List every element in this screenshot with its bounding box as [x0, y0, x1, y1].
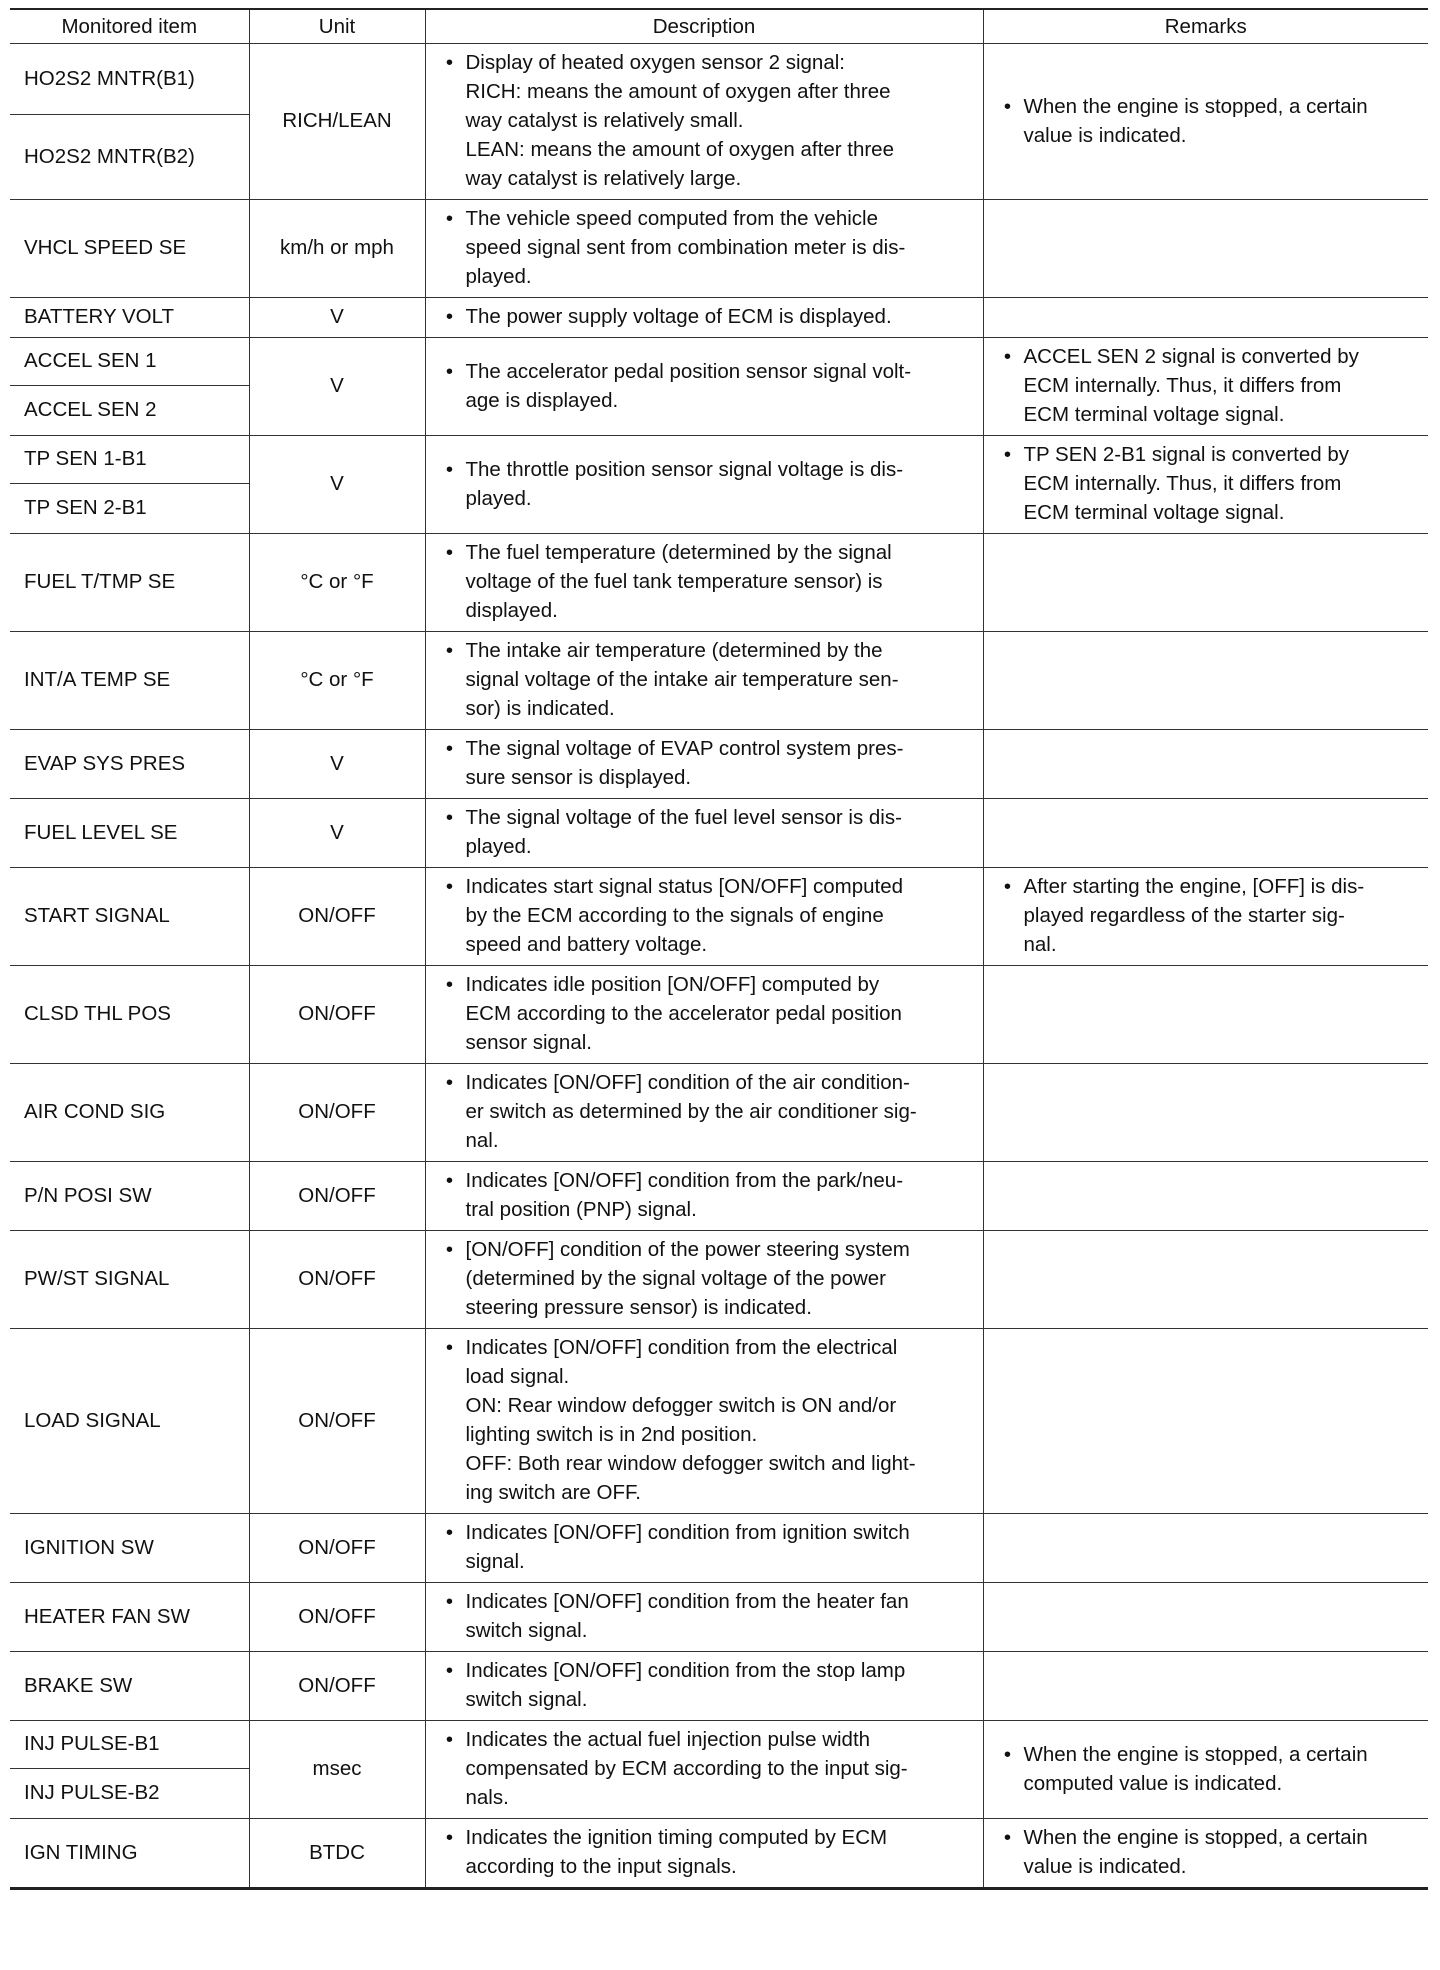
text-line: LEAN: means the amount of oxygen after three: [465, 138, 894, 161]
monitored-item: FUEL LEVEL SE: [10, 799, 249, 868]
text-line: according to the input signals.: [465, 1855, 737, 1878]
monitored-item: PW/ST SIGNAL: [10, 1231, 249, 1329]
bullet-icon: •: [445, 1659, 454, 1682]
bullet-icon: •: [445, 1521, 454, 1544]
cell-text: [466, 872, 975, 959]
cell-text: [466, 970, 975, 1057]
unit-cell: RICH/LEAN: [249, 44, 425, 200]
text-line: switch signal.: [465, 1619, 588, 1642]
bullet-icon: •: [1003, 345, 1012, 368]
remarks-cell: [983, 200, 1428, 298]
cell-text: [466, 302, 975, 331]
text-line: Indicates the actual fuel injection pulse width: [465, 1728, 871, 1751]
table-row: [10, 1231, 1428, 1329]
cell-text: [466, 734, 975, 792]
text-line: way catalyst is relatively small.: [465, 109, 744, 132]
text-line: by the ECM according to the signals of engine: [465, 904, 884, 927]
text-line: steering pressure sensor) is indicated.: [465, 1296, 812, 1319]
monitored-item: HO2S2 MNTR(B2): [10, 115, 249, 200]
bullet-icon: •: [1003, 1742, 1012, 1766]
text-line: Indicates [ON/OFF] condition from the stop lamp: [465, 1659, 906, 1682]
description-cell: [425, 868, 983, 966]
text-line: [ON/OFF] condition of the power steering system: [465, 1238, 910, 1261]
cell-text: [466, 455, 975, 513]
text-line: age is displayed.: [465, 388, 619, 412]
bullet-icon: •: [445, 305, 454, 328]
bullet-icon: •: [445, 207, 454, 230]
text-line: When the engine is stopped, a certain: [1023, 94, 1368, 118]
text-line: sor) is indicated.: [465, 697, 615, 720]
unit-cell: ON/OFF: [249, 1583, 425, 1652]
unit-cell: °C or °F: [249, 534, 425, 632]
text-line: signal.: [465, 1550, 525, 1573]
monitored-item: INJ PULSE-B1: [10, 1721, 249, 1769]
bullet-icon: •: [445, 457, 454, 481]
description-cell: [425, 1583, 983, 1652]
monitored-item: FUEL T/TMP SE: [10, 534, 249, 632]
unit-cell: msec: [249, 1721, 425, 1819]
table-row: [10, 1721, 1428, 1769]
unit-cell: V: [249, 799, 425, 868]
text-line: signal voltage of the intake air temperature sen-: [465, 668, 899, 691]
bullet-icon: •: [1003, 443, 1012, 466]
monitored-item: BATTERY VOLT: [10, 298, 249, 338]
table-row: [10, 966, 1428, 1064]
remarks-cell: [983, 338, 1428, 436]
remarks-cell: [983, 1721, 1428, 1819]
bullet-icon: •: [1003, 1826, 1012, 1849]
remarks-cell: [983, 1583, 1428, 1652]
remarks-cell: [983, 1514, 1428, 1583]
text-line: Indicates the ignition timing computed by ECM: [465, 1826, 888, 1849]
text-line: The accelerator pedal position sensor signal volt-: [465, 359, 912, 383]
cell-text: [466, 636, 975, 723]
description-cell: [425, 966, 983, 1064]
bullet-icon: •: [445, 875, 454, 898]
unit-cell: ON/OFF: [249, 1162, 425, 1231]
text-line: voltage of the fuel tank temperature sensor) is: [465, 570, 883, 593]
monitored-item: EVAP SYS PRES: [10, 730, 249, 799]
table-row: [10, 1819, 1428, 1889]
unit-cell: km/h or mph: [249, 200, 425, 298]
text-line: er switch as determined by the air conditioner sig-: [465, 1100, 917, 1123]
table-row: [10, 799, 1428, 868]
cell-text: [466, 1725, 975, 1812]
remarks-cell: [983, 534, 1428, 632]
monitored-item: VHCL SPEED SE: [10, 200, 249, 298]
remarks-cell: [983, 1819, 1428, 1889]
remarks-cell: [983, 298, 1428, 338]
cell-text: [466, 1333, 975, 1507]
unit-cell: ON/OFF: [249, 1329, 425, 1514]
text-line: Indicates [ON/OFF] condition of the air condition-: [465, 1071, 910, 1094]
remarks-cell: [983, 1231, 1428, 1329]
text-line: The intake air temperature (determined by the: [465, 639, 883, 662]
text-line: value is indicated.: [1023, 123, 1187, 147]
description-cell: [425, 1721, 983, 1819]
text-line: (determined by the signal voltage of the power: [465, 1267, 887, 1290]
table-row: [10, 436, 1428, 484]
cell-text: [1024, 872, 1421, 959]
monitored-item: INJ PULSE-B2: [10, 1768, 249, 1818]
remarks-cell: [983, 1652, 1428, 1721]
text-line: lighting switch is in 2nd position.: [465, 1423, 758, 1446]
cell-text: [1024, 1740, 1421, 1798]
cell-text: [1024, 440, 1421, 527]
text-line: The signal voltage of EVAP control system pres-: [465, 737, 904, 760]
text-line: After starting the engine, [OFF] is dis-: [1023, 875, 1365, 898]
monitored-item: LOAD SIGNAL: [10, 1329, 249, 1514]
table-header-row: [10, 9, 1428, 44]
text-line: The fuel temperature (determined by the signal: [465, 541, 892, 564]
table-row: [10, 338, 1428, 386]
monitored-item: START SIGNAL: [10, 868, 249, 966]
monitored-item: HO2S2 MNTR(B1): [10, 44, 249, 115]
bullet-icon: •: [445, 541, 454, 564]
header-description: Description: [425, 9, 983, 44]
remarks-cell: [983, 632, 1428, 730]
monitored-item: INT/A TEMP SE: [10, 632, 249, 730]
text-line: Indicates [ON/OFF] condition from the park/neu-: [465, 1169, 904, 1192]
monitored-item: CLSD THL POS: [10, 966, 249, 1064]
bullet-icon: •: [445, 1071, 454, 1094]
cell-text: [466, 1068, 975, 1155]
text-line: TP SEN 2-B1 signal is converted by: [1023, 443, 1349, 466]
cell-text: [466, 1235, 975, 1322]
cell-text: [466, 204, 975, 291]
bullet-icon: •: [445, 1238, 454, 1261]
table-row: [10, 200, 1428, 298]
cell-text: [466, 538, 975, 625]
unit-cell: °C or °F: [249, 632, 425, 730]
cell-text: [1024, 92, 1421, 150]
unit-cell: V: [249, 436, 425, 534]
text-line: ECM terminal voltage signal.: [1023, 501, 1285, 524]
cell-text: [1024, 342, 1421, 429]
unit-cell: ON/OFF: [249, 1231, 425, 1329]
text-line: ECM terminal voltage signal.: [1023, 403, 1285, 426]
text-line: tral position (PNP) signal.: [465, 1198, 697, 1221]
description-cell: [425, 799, 983, 868]
text-line: The power supply voltage of ECM is displayed.: [465, 305, 892, 328]
header-monitored-item: Monitored item: [10, 9, 249, 44]
header-remarks: Remarks: [983, 9, 1428, 44]
description-cell: [425, 1514, 983, 1583]
table-row: [10, 1162, 1428, 1231]
remarks-cell: [983, 730, 1428, 799]
table-row: [10, 1652, 1428, 1721]
unit-cell: ON/OFF: [249, 1652, 425, 1721]
description-cell: [425, 632, 983, 730]
remarks-cell: [983, 966, 1428, 1064]
bullet-icon: •: [445, 51, 454, 74]
cell-text: [466, 1166, 975, 1224]
bullet-icon: •: [445, 1728, 454, 1751]
description-cell: [425, 1329, 983, 1514]
description-cell: [425, 44, 983, 200]
text-line: load signal.: [465, 1365, 570, 1388]
table-row: [10, 730, 1428, 799]
table-row: [10, 534, 1428, 632]
text-line: sensor signal.: [465, 1031, 592, 1054]
description-cell: [425, 1819, 983, 1889]
bullet-icon: •: [445, 1590, 454, 1613]
text-line: speed and battery voltage.: [465, 933, 708, 956]
description-cell: [425, 436, 983, 534]
text-line: way catalyst is relatively large.: [465, 167, 742, 190]
cell-text: [466, 1656, 975, 1714]
text-line: played.: [465, 265, 532, 288]
description-cell: [425, 1652, 983, 1721]
text-line: played regardless of the starter sig-: [1023, 904, 1345, 927]
text-line: value is indicated.: [1023, 1855, 1187, 1878]
text-line: When the engine is stopped, a certain: [1023, 1826, 1368, 1849]
remarks-cell: [983, 1162, 1428, 1231]
cell-text: [466, 1823, 975, 1881]
bullet-icon: •: [1003, 94, 1012, 118]
unit-cell: V: [249, 730, 425, 799]
text-line: The throttle position sensor signal voltage is dis-: [465, 457, 904, 481]
table-row: [10, 1583, 1428, 1652]
remarks-cell: [983, 868, 1428, 966]
monitored-item: ACCEL SEN 1: [10, 338, 249, 386]
cell-text: [466, 803, 975, 861]
bullet-icon: •: [445, 1336, 454, 1359]
monitored-item: HEATER FAN SW: [10, 1583, 249, 1652]
cell-text: [466, 357, 975, 415]
cell-text: [1024, 1823, 1421, 1881]
text-line: ECM internally. Thus, it differs from: [1023, 472, 1342, 495]
description-cell: [425, 730, 983, 799]
table-row: [10, 44, 1428, 115]
text-line: nal.: [1023, 933, 1057, 956]
text-line: speed signal sent from combination meter is dis-: [465, 236, 906, 259]
cell-text: [466, 48, 975, 193]
bullet-icon: •: [1003, 875, 1012, 898]
unit-cell: ON/OFF: [249, 1064, 425, 1162]
bullet-icon: •: [445, 806, 454, 829]
text-line: Indicates [ON/OFF] condition from the electrical: [465, 1336, 898, 1359]
text-line: RICH: means the amount of oxygen after three: [465, 80, 891, 103]
text-line: nal.: [465, 1129, 499, 1152]
monitored-item: ACCEL SEN 2: [10, 385, 249, 435]
text-line: switch signal.: [465, 1688, 588, 1711]
bullet-icon: •: [445, 1169, 454, 1192]
bullet-icon: •: [445, 737, 454, 760]
table-row: [10, 298, 1428, 338]
text-line: played.: [465, 835, 532, 858]
text-line: ON: Rear window defogger switch is ON and/or: [465, 1394, 897, 1417]
text-line: The vehicle speed computed from the vehicle: [465, 207, 879, 230]
monitored-item: TP SEN 2-B1: [10, 483, 249, 533]
monitored-item: P/N POSI SW: [10, 1162, 249, 1231]
text-line: Indicates [ON/OFF] condition from the heater fan: [465, 1590, 909, 1613]
text-line: When the engine is stopped, a certain: [1023, 1742, 1368, 1766]
description-cell: [425, 1162, 983, 1231]
description-cell: [425, 338, 983, 436]
text-line: sure sensor is displayed.: [465, 766, 692, 789]
table-row: [10, 868, 1428, 966]
text-line: nals.: [465, 1786, 509, 1809]
description-cell: [425, 1231, 983, 1329]
text-line: OFF: Both rear window defogger switch and light-: [465, 1452, 916, 1475]
text-line: ing switch are OFF.: [465, 1481, 641, 1504]
unit-cell: ON/OFF: [249, 1514, 425, 1583]
header-unit: Unit: [249, 9, 425, 44]
text-line: Indicates idle position [ON/OFF] computed by: [465, 973, 880, 996]
remarks-cell: [983, 44, 1428, 200]
cell-text: [466, 1587, 975, 1645]
monitored-item: IGNITION SW: [10, 1514, 249, 1583]
text-line: Indicates start signal status [ON/OFF] computed: [465, 875, 904, 898]
unit-cell: BTDC: [249, 1819, 425, 1889]
monitored-item: BRAKE SW: [10, 1652, 249, 1721]
bullet-icon: •: [445, 973, 454, 996]
cell-text: [466, 1518, 975, 1576]
description-cell: [425, 1064, 983, 1162]
bullet-icon: •: [445, 639, 454, 662]
text-line: compensated by ECM according to the input sig-: [465, 1757, 908, 1780]
description-cell: [425, 200, 983, 298]
text-line: Display of heated oxygen sensor 2 signal:: [465, 51, 845, 74]
bullet-icon: •: [445, 1826, 454, 1849]
bullet-icon: •: [445, 359, 454, 383]
monitored-item: AIR COND SIG: [10, 1064, 249, 1162]
description-cell: [425, 534, 983, 632]
monitored-item: TP SEN 1-B1: [10, 436, 249, 484]
monitored-item: IGN TIMING: [10, 1819, 249, 1889]
table-row: [10, 1064, 1428, 1162]
text-line: displayed.: [465, 599, 558, 622]
monitored-items-table: [10, 8, 1428, 1890]
description-cell: [425, 298, 983, 338]
text-line: computed value is indicated.: [1023, 1771, 1283, 1795]
unit-cell: ON/OFF: [249, 966, 425, 1064]
text-line: ECM according to the accelerator pedal position: [465, 1002, 902, 1025]
table-row: [10, 1329, 1428, 1514]
unit-cell: ON/OFF: [249, 868, 425, 966]
text-line: Indicates [ON/OFF] condition from ignition switch: [465, 1521, 910, 1544]
remarks-cell: [983, 1064, 1428, 1162]
text-line: ECM internally. Thus, it differs from: [1023, 374, 1342, 397]
unit-cell: V: [249, 298, 425, 338]
table-row: [10, 1514, 1428, 1583]
text-line: The signal voltage of the fuel level sensor is dis-: [465, 806, 902, 829]
remarks-cell: [983, 1329, 1428, 1514]
text-line: played.: [465, 486, 532, 510]
unit-cell: V: [249, 338, 425, 436]
remarks-cell: [983, 436, 1428, 534]
text-line: ACCEL SEN 2 signal is converted by: [1023, 345, 1359, 368]
monitor-table-page: [10, 8, 1428, 1890]
table-row: [10, 632, 1428, 730]
remarks-cell: [983, 799, 1428, 868]
